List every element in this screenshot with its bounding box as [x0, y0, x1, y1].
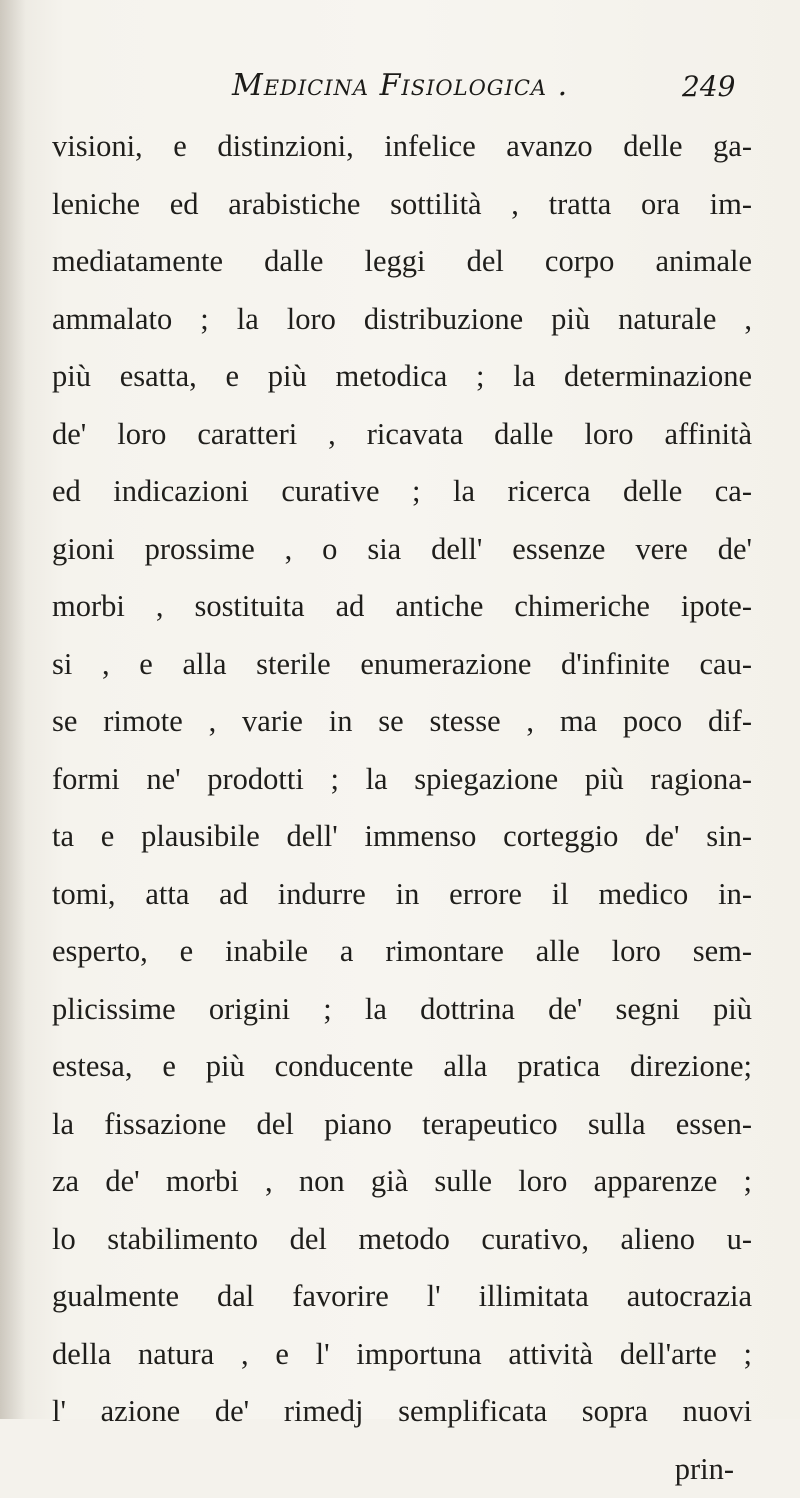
text-line: visioni, e distinzioni, infelice avanzo delle ga-: [52, 118, 752, 176]
text-line: leniche ed arabistiche sottilità , tratta ora im-: [52, 176, 752, 234]
text-line: ed indicazioni curative ; la ricerca delle ca-: [52, 463, 752, 521]
text-line: esperto, e inabile a rimontare alle loro sem-: [52, 923, 752, 981]
text-line: si , e alla sterile enumerazione d'infinite cau-: [52, 636, 752, 694]
page-number: 249: [682, 70, 735, 103]
text-line: de' loro caratteri , ricavata dalle loro affinità: [52, 406, 752, 464]
text-line: morbi , sostituita ad antiche chimeriche ipote-: [52, 578, 752, 636]
page-gutter-shadow: [0, 0, 26, 1419]
running-title: Medicina Fisiologica .: [232, 68, 568, 103]
text-line: più esatta, e più metodica ; la determinazione: [52, 348, 752, 406]
text-line: gualmente dal favorire l' illimitata autocrazia: [52, 1268, 752, 1326]
text-line: lo stabilimento del metodo curativo, alieno u-: [52, 1211, 752, 1269]
text-line: della natura , e l' importuna attività dell'arte ;: [52, 1326, 752, 1384]
catchword: prin-: [52, 1441, 752, 1498]
body-text: [52, 118, 752, 1498]
text-line: l' azione de' rimedj semplificata sopra nuovi: [52, 1383, 752, 1441]
text-line: formi ne' prodotti ; la spiegazione più ragiona-: [52, 751, 752, 809]
text-line: la fissazione del piano terapeutico sulla essen-: [52, 1096, 752, 1154]
text-line: se rimote , varie in se stesse , ma poco dif-: [52, 693, 752, 751]
text-line: estesa, e più conducente alla pratica direzione;: [52, 1038, 752, 1096]
text-line: tomi, atta ad indurre in errore il medico in-: [52, 866, 752, 924]
text-line: gioni prossime , o sia dell' essenze vere de': [52, 521, 752, 579]
text-line: plicissime origini ; la dottrina de' segni più: [52, 981, 752, 1039]
text-line: ammalato ; la loro distribuzione più naturale ,: [52, 291, 752, 349]
text-line: mediatamente dalle leggi del corpo animale: [52, 233, 752, 291]
text-line: ta e plausibile dell' immenso corteggio de' sin-: [52, 808, 752, 866]
page-header: [0, 62, 800, 112]
text-line: za de' morbi , non già sulle loro apparenze ;: [52, 1153, 752, 1211]
